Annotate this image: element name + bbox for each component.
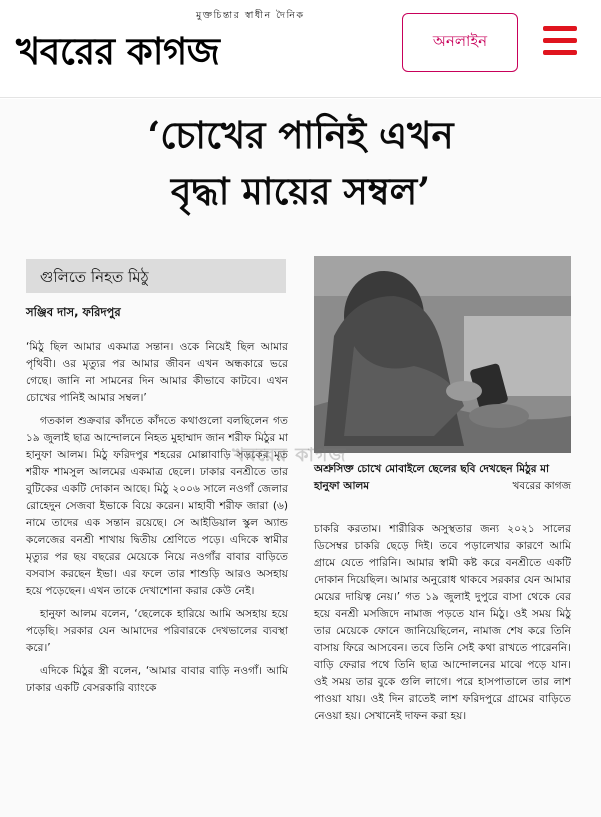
online-button[interactable]: অনলাইন <box>402 13 518 72</box>
photo-caption-text: অশ্রুসিক্ত চোখে মোবাইলে ছেলের ছবি দেখছেন মিঠুর মা হানুফা আলম <box>314 463 550 492</box>
watermark: খবরের কাগজ <box>232 444 347 466</box>
article-byline: সঞ্জিব দাস, ফরিদপুর <box>26 305 121 319</box>
site-header <box>0 0 601 98</box>
article-paragraph: হানুফা আলম বলেন, ‘ছেলেকে হারিয়ে আমি অসহায় হয়ে পড়েছি। সরকার যেন আমাদের পরিবারকে দেখভালের ব্যবস্থা করে।’ <box>26 608 288 654</box>
article-photo <box>314 256 571 453</box>
article-column-left <box>26 339 288 703</box>
article-paragraph: এদিকে মিঠুর স্ত্রী বলেন, ‘আমার বাবার বাড়ি নওগাঁ। আমি ঢাকার একটি বেসরকারি ব্যাংকে <box>26 665 288 694</box>
headline-line-1: ‘চোখের পানিই এখন <box>147 113 454 157</box>
hamburger-menu-icon[interactable] <box>543 24 577 58</box>
site-tagline: মুক্তচিন্তার স্বাধীন দৈনিক <box>196 10 305 21</box>
newspaper-clipping <box>0 99 601 817</box>
headline-line-2: বৃদ্ধা মায়ের সম্বল’ <box>170 169 431 213</box>
article-paragraph: গতকাল শুক্রবার কাঁদতে কাঁদতে কথাগুলো বলছিলেন গত ১৯ জুলাই ছাত্র আন্দোলনে নিহত মুহাম্মাদ জান শরীফ মিঠুর মা হানুফা আলম। মিঠু ফরিদপুর শহরের মোল্লাবাড়ি সড়কের মৃত শরীফ শামসুল আলমের একমাত্র ছেলে। ঢাকার বনশ্রীতে তার বুটিকের একটি দোকান আছে। মিঠু ২০০৬ সালে নওগাঁ জেলার রোহেদুন সেজবা ইভাকে বিয়ে করেন। মাহাবী শরীফ জারা (৬) নামে তাদের এক সন্তান রয়েছে। সে আইডিয়াল স্কুল অ্যান্ড কলেজের বনশ্রী শাখায় দ্বিতীয় শ্রেণিতে পড়ে। এদিকে স্বামীর মৃত্যুর পর ছয় বছরের মেয়েকে নিয়ে নওগাঁর বাবার বাড়িতে বসবাস করছেন ইভা। এর ফলে তার শাশুড়ি আরও অসহায় হয়ে পড়েছেন। এখন তাকে দেখাশোনা করার কেউ নেই। <box>26 415 288 597</box>
article-subhead: গুলিতে নিহত মিঠু <box>26 259 286 293</box>
site-logo[interactable]: খবরের কাগজ <box>16 29 220 73</box>
article-paragraph: চাকরি করতাম। শারীরিক অসুস্থতার জন্য ২০২১ সালের ডিসেম্বর চাকরি ছেড়ে দিই। তবে পড়ালেখার কারণে আমি গ্রামে যেতে পারিনি। আমার স্বামী কষ্ট করে বনশ্রীতে একটি দোকান দিয়েছিল। আমার অনুরোধ থাকবে সরকার যেন আমার মেয়ের দায়িত্ব নেয়।’ গত ১৯ জুলাই দুপুরে বাসা থেকে বের হয়ে বনশ্রী মসজিদে নামাজ পড়তে যান মিঠু। ওই সময় মিঠু তার মেয়েকে ফোনে জানিয়েছিলেন, নামাজ শেষ করে তিনি বাসায় ফিরে আসবেন। তবে তিনি সেই কথা রাখতে পারেননি। বাড়ি ফেরার পথে তিনি ছাত্র আন্দোলনের মাঝে পড়ে যান। ওই সময় তার বুকে গুলি লাগে। পরে হাসপাতালে তার লাশ পাওয়া যায়। ওই দিন রাতেই লাশ ফরিদপুরে গ্রামের বাড়িতে নেওয়া হয়। সেখানেই দাফন করা হয়। <box>314 523 571 722</box>
mother-photo-illustration <box>314 256 571 453</box>
photo-caption <box>314 461 571 495</box>
article-headline <box>30 107 571 219</box>
photo-credit: খবরের কাগজ <box>512 480 571 492</box>
article-column-right <box>314 521 571 725</box>
article-paragraph: ‘মিঠু ছিল আমার একমাত্র সন্তান। ওকে নিয়েই ছিল আমার পৃথিবী। ওর মৃত্যুর পর আমার জীবন এখন অন্ধকারে ভরে গেছে। জানি না সামনের দিন আমার কীভাবে কাটবে। এখন চোখের পানিই আমার সম্বল।’ <box>26 341 288 404</box>
